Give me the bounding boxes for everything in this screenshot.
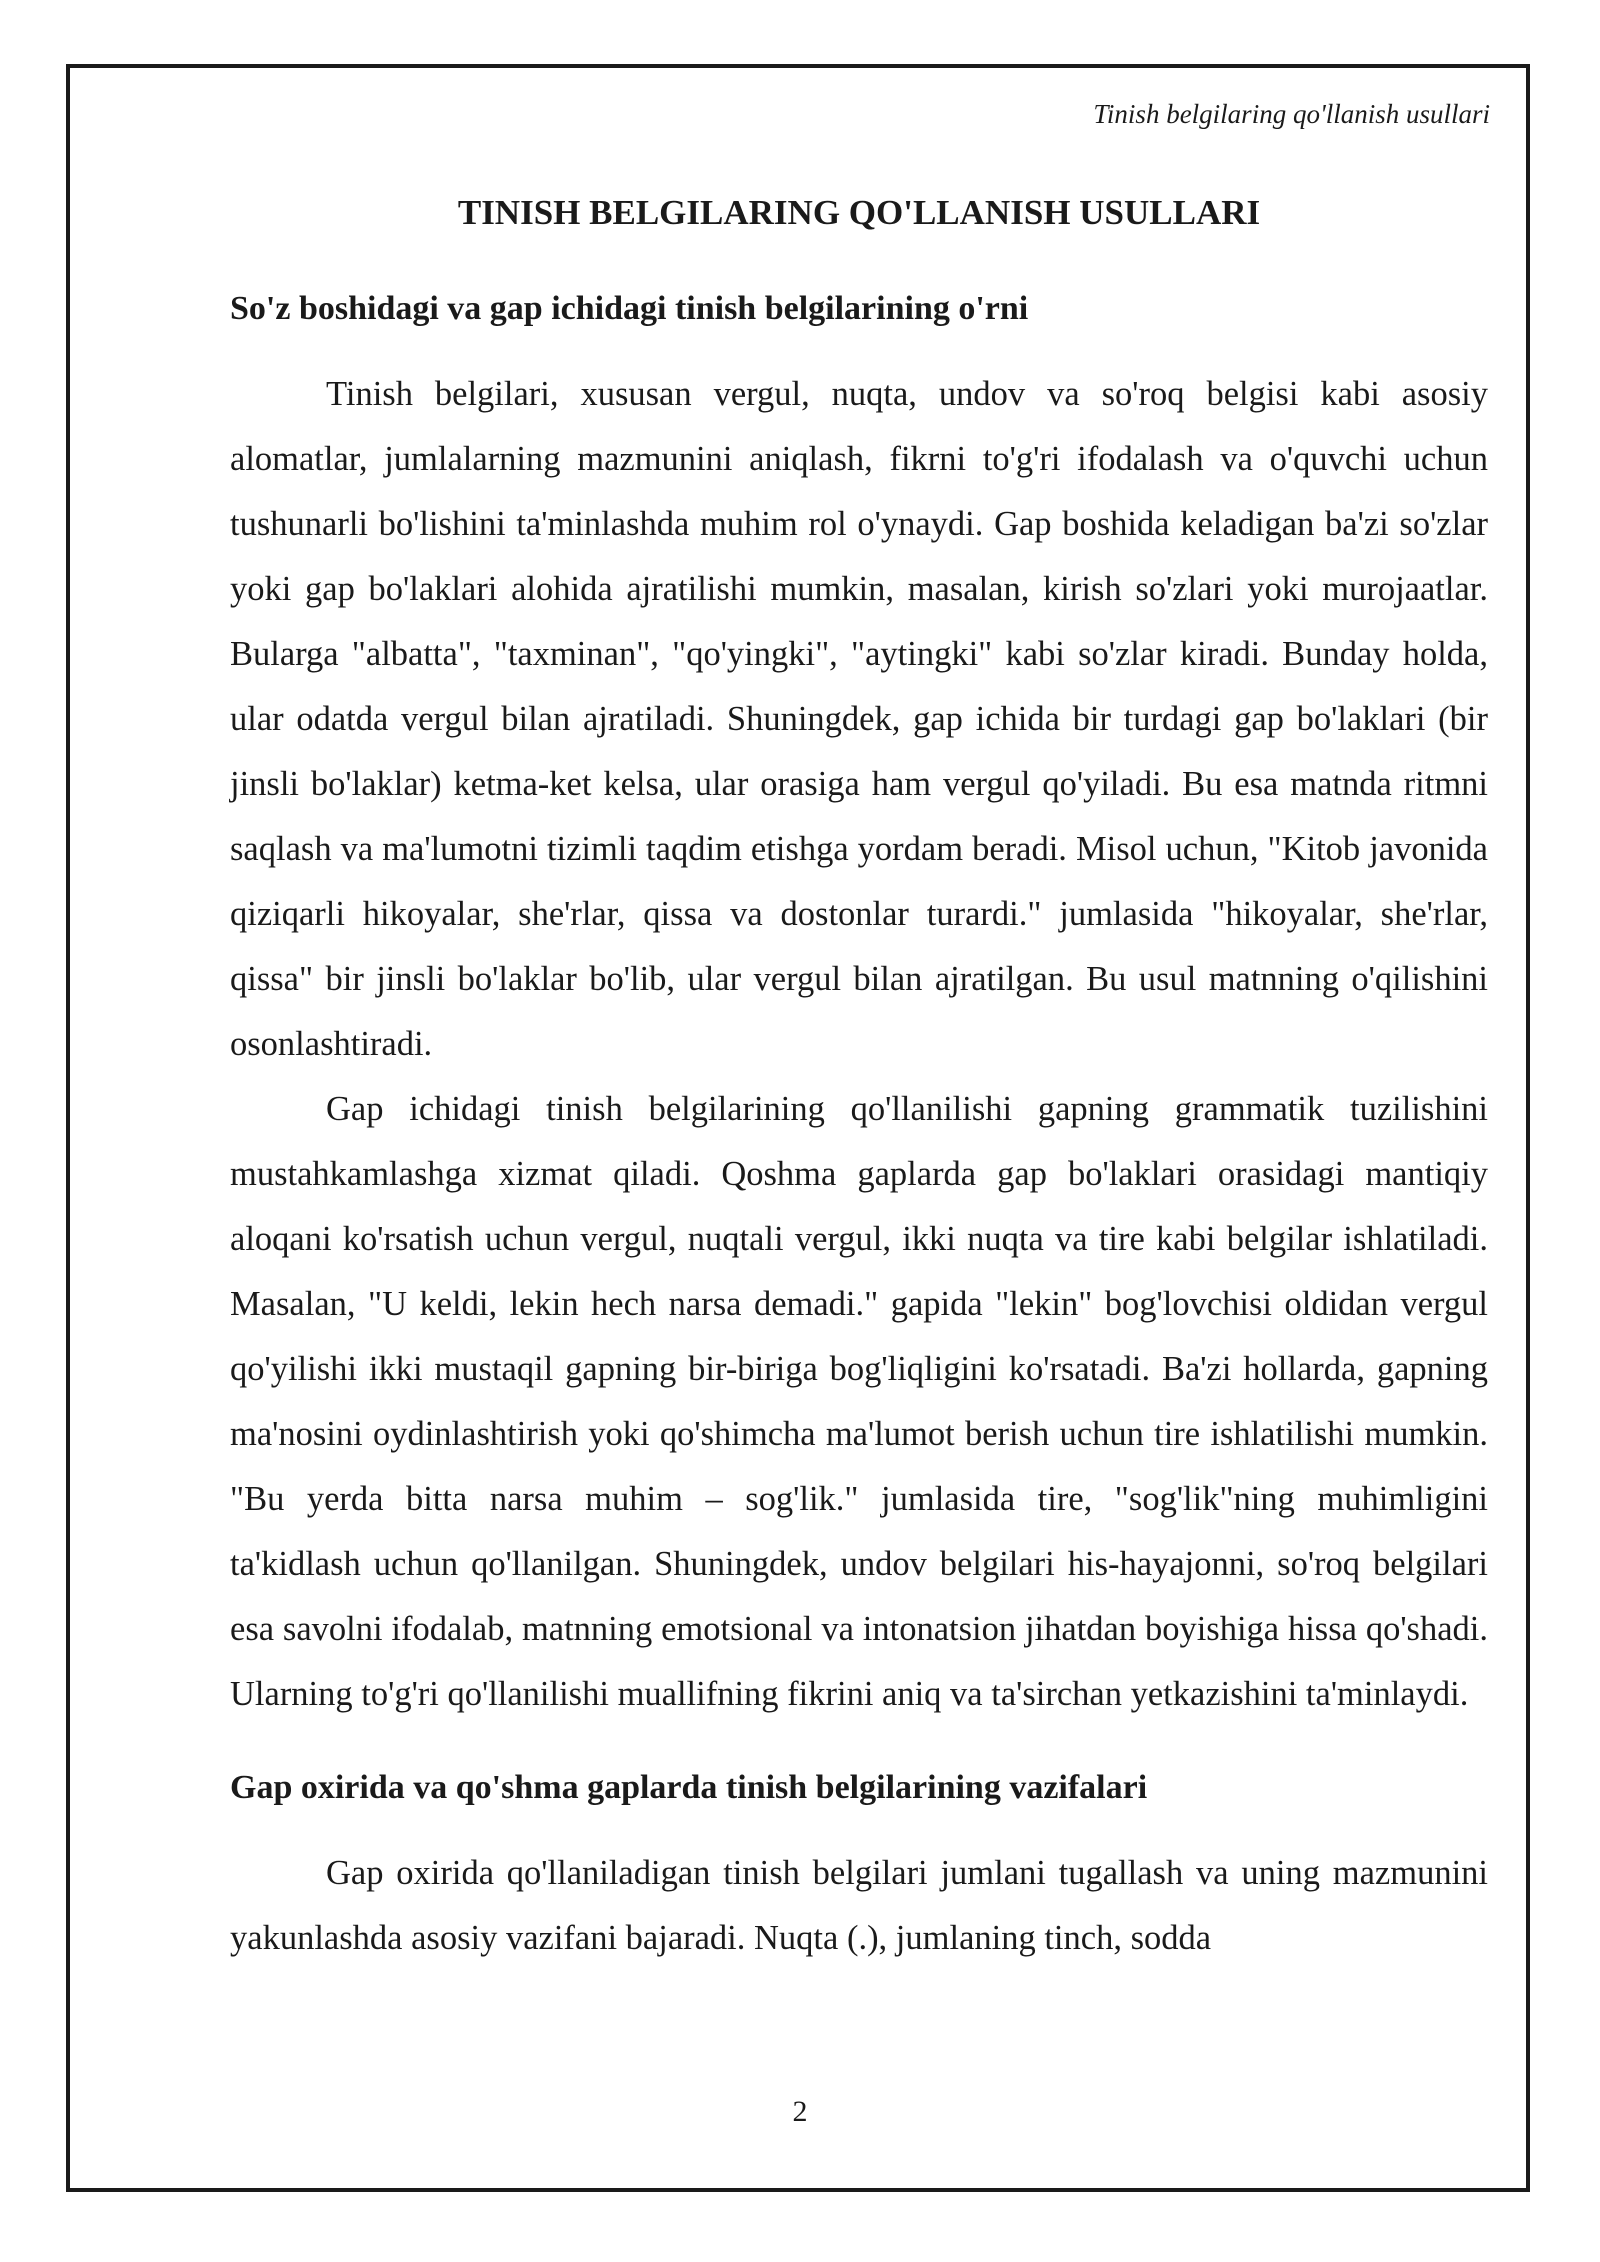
page-number: 2 [792,2095,808,2128]
section-heading-2: Gap oxirida va qo'shma gaplarda tinish belgilarining vazifalari [230,1769,1148,1806]
section-2-paragraph-1: Gap oxirida qo'llaniladigan tinish belgilari jumlani tugallash va uning mazmunini yakunlashda asosiy vazifani bajaradi. Nuqta (.), jumlaning tinch, sodda [230,1854,1488,1957]
section-1-paragraph-1: Tinish belgilari, xususan vergul, nuqta, undov va so'roq belgisi kabi asosiy alomatlar, jumlalarning mazmunini aniqlash, fikrni to'g'ri ifodalash va o'quvchi uchun tushunarli bo'lishini ta'minlashda muhim rol o'ynaydi. Gap boshida keladigan ba'zi so'zlar yoki gap bo'laklari alohida ajratilishi mumkin, masalan, kirish so'zlari yoki murojaatlar. Bularga "albatta", "taxminan", "qo'yingki", "aytingki" kabi so'zlar kiradi. Bunday holda, ular odatda vergul bilan ajratiladi. Shuningdek, gap ichida bir turdagi gap bo'laklari (bir jinsli bo'laklar) ketma-ket kelsa, ular orasiga ham vergul qo'yiladi. Bu esa matnda ritmni saqlash va ma'lumotni tizimli taqdim etishga yordam beradi. Misol uchun, "Kitob javonida qiziqarli hikoyalar, she'rlar, qissa va dostonlar turardi." jumlasida "hikoyalar, she'rlar, qissa" bir jinsli bo'laklar bo'lib, ular vergul bilan ajratilgan. Bu usul matnning o'qilishini osonlashtiradi. [230,375,1488,1063]
section-heading-1: So'z boshidagi va gap ichidagi tinish belgilarining o'rni [230,290,1029,327]
page-content [230,188,1488,1971]
document-title: TINISH BELGILARING QO'LLANISH USULLARI [457,193,1261,232]
running-header: Tinish belgilaring qo'llanish usullari [1093,99,1490,129]
section-1-paragraph-2: Gap ichidagi tinish belgilarining qo'llanilishi gapning grammatik tuzilishini mustahkamlashga xizmat qiladi. Qoshma gaplarda gap bo'laklari orasidagi mantiqiy aloqani ko'rsatish uchun vergul, nuqtali vergul, ikki nuqta va tire kabi belgilar ishlatiladi. Masalan, "U keldi, lekin hech narsa demadi." gapida "lekin" bog'lovchisi oldidan vergul qo'yilishi ikki mustaqil gapning bir-biriga bog'liqligini ko'rsatadi. Ba'zi hollarda, gapning ma'nosini oydinlashtirish yoki qo'shimcha ma'lumot berish uchun tire ishlatilishi mumkin. "Bu yerda bitta narsa muhim – sog'lik." jumlasida tire, "sog'lik"ning muhimligini ta'kidlash uchun qo'llanilgan. Shuningdek, undov belgilari his-hayajonni, so'roq belgilari esa savolni ifodalab, matnning emotsional va intonatsion jihatdan boyishiga hissa qo'shadi. Ularning to'g'ri qo'llanilishi muallifning fikrini aniq va ta'sirchan yetkazishini ta'minlaydi. [230,1090,1488,1713]
